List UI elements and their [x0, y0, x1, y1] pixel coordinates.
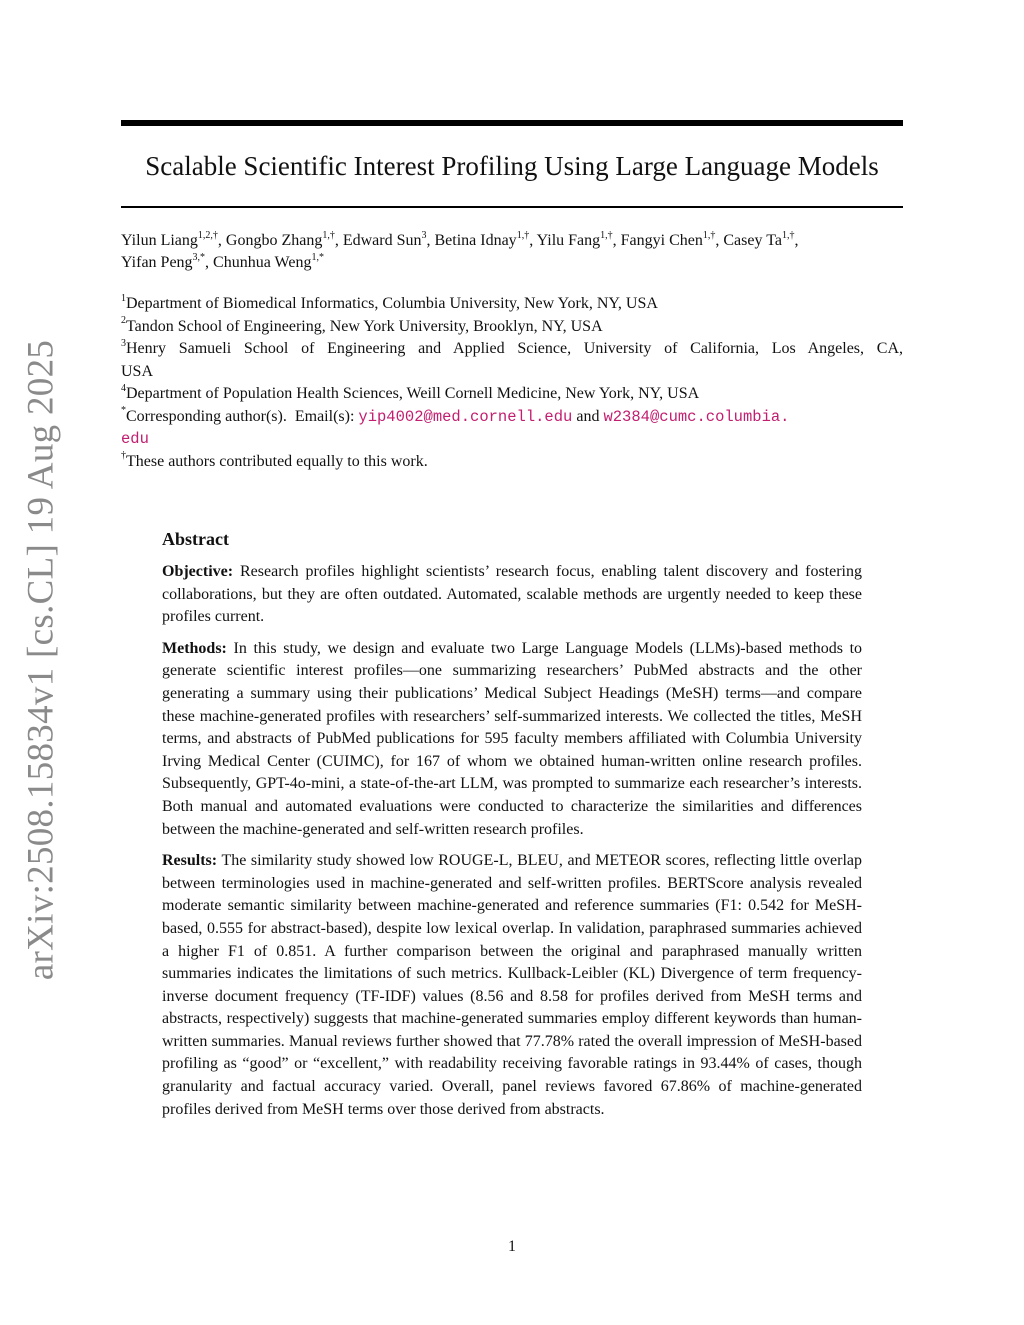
abstract-results: Results: The similarity study showed low ROUGE-L, BLEU, and METEOR scores, reflecting little overlap between terminologies used in machine-generated and self-written profiles. BERTScore analysis revealed moderate semantic similarity between machine-generated and reference summaries (F1: 0.542 for MeSH-based, 0.555 for abstract-based), despite low lexical overlap. In validation, paraphrased summaries achieved a higher F1 of 0.851. A further comparison between the original and paraphrased manually written summaries indicates the limitations of such metrics. Kullback-Leibler (KL) Divergence of term frequency-inverse document frequency (TF-IDF) values (8.56 and 8.58 for profiles derived from MeSH terms and abstracts, respectively) suggests that machine-generated summaries employ different keywords than human-written summaries. Manual reviews further showed that 77.78% rated the overall impression of MeSH-based profiling as “good” or “excellent,” with readability receiving favorable ratings in 93.44% of cases, though granularity and factual accuracy varied. Overall, panel reviews favored 67.86% of machine-generated profiles derived from MeSH terms over those derived from abstracts.	[162, 852, 862, 1118]
title-bottom-rule	[121, 206, 903, 208]
affiliation: $^4$Department of Population Health Sciences, Weill Cornell Medicine, New York, NY, USA	[121, 382, 700, 402]
email-link-peng[interactable]: yip4002@med.cornell.edu	[358, 407, 573, 426]
corresponding-authors: *Corresponding author(s). Email(s): yip4002@med.cornell.edu and w2384@cumc.columbia.	[121, 405, 790, 426]
email-link-weng-continuation[interactable]: edu	[121, 430, 149, 448]
email-continuation	[121, 428, 903, 451]
author: Gongbo Zhang$^{1,\dagger}$,	[225, 229, 343, 249]
affiliation-continuation: USA	[121, 362, 154, 380]
email-link-weng[interactable]: w2384@cumc.columbia.	[603, 407, 790, 426]
affiliation: $^3$Henry Samueli School of Engineering and Applied Science, University of California, Los Angeles, CA,	[121, 337, 903, 357]
author-list	[121, 230, 911, 274]
author: Fangyi Chen$^{1,\dagger}$,	[620, 229, 724, 249]
abstract-methods: Methods: In this study, we design and evaluate two Large Language Models (LLMs)-based methods to generate scientific interest profiles—one summarizing researchers’ PubMed abstracts and the other generating a summary using their publications’ Medical Subject Headings (MeSH) terms—and compare these machine-generated profiles with researchers’ self-summarized interests. We collected the titles, MeSH terms, and abstracts of PubMed publications for 595 faculty members affiliated with Columbia University Irving Medical Center (CUIMC), for 167 of whom we obtained human-written online research profiles. Subsequently, GPT-4o-mini, a state-of-the-art LLM, was prompted to summarize each researcher’s interests. Both manual and automated evaluations were conducted to characterize the similarities and differences between the machine-generated and self-written research profiles.	[162, 639, 863, 838]
author: Yilu Fang$^{1,\dagger}$,	[536, 229, 621, 249]
author: Yifan Peng$^{3,*}$,	[121, 251, 214, 271]
author: Yilun Liang$^{1,2,\dagger}$,	[121, 229, 226, 249]
affiliation: $^2$Tandon School of Engineering, New York University, Brooklyn, NY, USA	[121, 315, 603, 335]
arxiv-identifier-stamp: arXiv:2508.15834v1 [cs.CL] 19 Aug 2025	[20, 339, 62, 981]
paper-title: Scalable Scientific Interest Profiling Using Large Language Models	[145, 151, 879, 181]
author: Betina Idnay$^{1,\dagger}$,	[434, 229, 537, 249]
abstract-objective: Objective: Research profiles highlight scientists’ research focus, enabling talent discovery and fostering collaborations, but they are often outdated. Automated, scalable methods are urgently needed to keep these profiles current.	[162, 563, 862, 626]
title-top-rule	[121, 120, 903, 126]
author: Edward Sun$^3$,	[342, 229, 435, 249]
author: Chunhua Weng$^{1,*}$	[213, 251, 324, 271]
affiliation: $^1$Department of Biomedical Informatics, Columbia University, New York, NY, USA	[121, 292, 658, 312]
affiliations	[121, 293, 903, 473]
equal-contribution-note: †These authors contributed equally to this work.	[121, 450, 428, 470]
abstract-heading: Abstract	[162, 529, 229, 549]
page-number: 1	[508, 1238, 516, 1255]
abstract-section	[162, 528, 862, 1130]
author: Casey $Ta^{1,\dagger}$,	[723, 229, 799, 249]
